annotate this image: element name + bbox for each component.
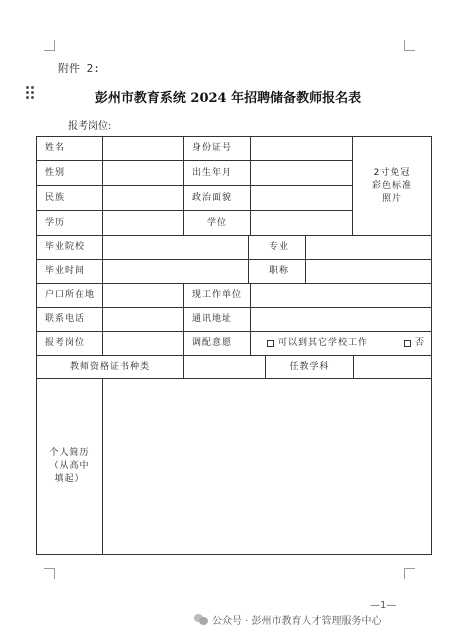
photo-placeholder: 2寸免冠彩色标准照片 [352, 136, 432, 236]
phone-label: 联系电话 [36, 307, 103, 332]
page-number: —1— [370, 600, 397, 611]
resume-field[interactable] [102, 378, 432, 555]
transfer-no-label: 否 [414, 338, 425, 348]
political-field[interactable] [250, 185, 353, 211]
degree-field[interactable] [250, 210, 353, 236]
political-label: 政治面貌 [183, 185, 251, 211]
position-field[interactable] [102, 331, 184, 356]
page-corner-mark [404, 568, 415, 579]
ethnicity-field[interactable] [102, 185, 184, 211]
resume-label: 个人简历（从高中填起） [36, 378, 103, 555]
work-unit-label: 现工作单位 [183, 283, 251, 308]
major-label: 专业 [248, 235, 306, 260]
position-label: 报考岗位 [36, 331, 103, 356]
source-watermark [194, 612, 382, 627]
id-number-field[interactable] [250, 136, 353, 161]
birth-field[interactable] [250, 160, 353, 186]
work-unit-field[interactable] [250, 283, 432, 308]
page-corner-mark [404, 40, 415, 51]
transfer-label: 调配意愿 [183, 331, 251, 356]
gender-label: 性别 [36, 160, 103, 186]
id-number-label: 身份证号 [183, 136, 251, 161]
subject-field[interactable] [353, 355, 432, 379]
school-field[interactable] [102, 235, 249, 260]
grad-time-label: 毕业时间 [36, 259, 103, 284]
certificate-field[interactable] [183, 355, 266, 379]
education-label: 学历 [36, 210, 103, 236]
transfer-options [250, 331, 432, 356]
hukou-field[interactable] [102, 283, 184, 308]
phone-field[interactable] [102, 307, 184, 332]
page-title: 彭州市教育系统 2024 年招聘储备教师报名表 [94, 91, 362, 106]
degree-label: 学位 [183, 210, 251, 236]
hukou-label: 户口所在地 [36, 283, 103, 308]
transfer-yes-option[interactable] [267, 337, 368, 350]
school-label: 毕业院校 [36, 235, 103, 260]
title-rank-label: 职称 [248, 259, 306, 284]
certificate-label: 教师资格证书种类 [36, 355, 184, 379]
transfer-no-option[interactable] [404, 337, 425, 350]
wechat-icon [194, 614, 208, 625]
source-text: 公众号 · 彭州市教育人才管理服务中心 [212, 616, 382, 627]
birth-label: 出生年月 [183, 160, 251, 186]
page-corner-mark [44, 568, 55, 579]
apply-position-label: 报考岗位: [68, 121, 112, 132]
drag-handle-icon[interactable] [26, 86, 36, 100]
education-field[interactable] [102, 210, 184, 236]
transfer-yes-label: 可以到其它学校工作 [278, 338, 369, 348]
page-corner-mark [44, 40, 55, 51]
registration-form [36, 136, 432, 555]
address-label: 通讯地址 [183, 307, 251, 332]
gender-field[interactable] [102, 160, 184, 186]
name-field[interactable] [102, 136, 184, 161]
address-field[interactable] [250, 307, 432, 332]
subject-label: 任教学科 [265, 355, 354, 379]
checkbox-icon[interactable] [404, 340, 411, 347]
ethnicity-label: 民族 [36, 185, 103, 211]
major-field[interactable] [305, 235, 432, 260]
title-rank-field[interactable] [305, 259, 432, 284]
grad-time-field[interactable] [102, 259, 249, 284]
attachment-label: 附件 2: [58, 62, 100, 75]
name-label: 姓名 [36, 136, 103, 161]
checkbox-icon[interactable] [267, 340, 274, 347]
